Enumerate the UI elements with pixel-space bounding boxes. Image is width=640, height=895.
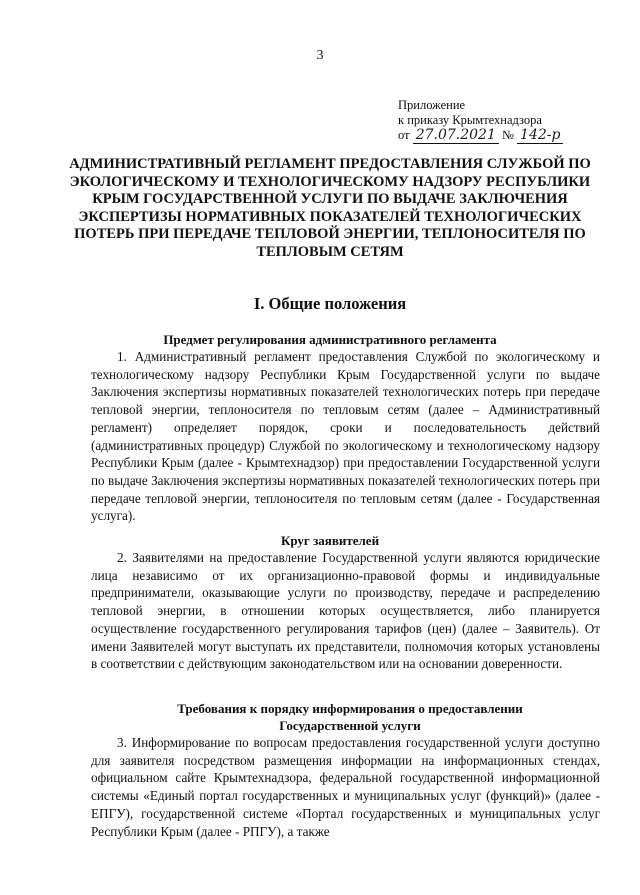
handwritten-order-number: 142-р	[517, 128, 563, 144]
handwritten-date: 27.07.2021	[413, 128, 499, 144]
appendix-block	[398, 98, 563, 144]
paragraph-2: 2. Заявителями на предоставление Государственной услуги являются юридические лица независимо от их организационно-правовой формы и индивидуальные предприниматели, оказывающие услуги по производству, передаче и распределению тепловой энергии, в отношении которых осуществляется, либо планируется осуществление государственного регулирования тарифов (цен) (далее – Заявитель). От имени Заявителей могут выступать их представители, полномочия которых установлены в соответствии с действующим законодательством или на основании доверенности.	[91, 550, 600, 672]
number-prefix: №	[501, 128, 514, 142]
paragraph-3: 3. Информирование по вопросам предоставления государственной услуги доступно для заявителя посредством размещения информации на информационных стендах, официальном сайте Крымтехнадзора, федеральной государственной информационной системы «Единый портал государственных и муниципальных услуг (функций)» (далее - ЕПГУ), государственной системе «Портал государственных и муниципальных услуг Республики Крым (далее - РПГУ), а также	[91, 735, 600, 839]
page-number: 3	[316, 48, 324, 63]
paragraph-1: 1. Административный регламент предоставления Службой по экологическому и технологическому надзору Республики Крым Государственной услуги по выдаче Заключения экспертизы нормативных показателей технологических потерь при передаче тепловой энергии, теплоносителя по тепловым сетям (далее – Административный регламент) определяет порядок, сроки и последовательность действий (административных процедур) Службой по экологическому и технологическому надзору Республики Крым (далее - Крымтехнадзор) при предоставлении Государственной услуги по выдаче Заключения экспертизы нормативных показателей технологических потерь при передаче тепловой энергии, теплоносителя по тепловым сетям (далее - Государственная услуга).	[91, 349, 600, 524]
date-prefix: от	[398, 128, 410, 142]
appendix-order-ref: к приказу Крымтехнадзора	[398, 113, 542, 127]
appendix-label: Приложение	[398, 98, 466, 112]
subsection-heading-subject: Предмет регулирования административного регламента	[163, 332, 497, 347]
subsection-heading-information: Требования к порядку информирования о предоставлении Государственной услуги	[177, 701, 523, 733]
subsection-heading-applicants: Круг заявителей	[280, 533, 380, 548]
document-title: АДМИНИСТРАТИВНЫЙ РЕГЛАМЕНТ ПРЕДОСТАВЛЕНИЯ СЛУЖБОЙ ПО ЭКОЛОГИЧЕСКОМУ И ТЕХНОЛОГИЧЕСКОМУ НАДЗОРУ РЕСПУБЛИКИ КРЫМ ГОСУДАРСТВЕННОЙ УСЛУГИ ПО ВЫДАЧЕ ЗАКЛЮЧЕНИЯ ЭКСПЕРТИЗЫ НОРМАТИВНЫХ ПОКАЗАТЕЛЕЙ ТЕХНОЛОГИЧЕСКИХ ПОТЕРЬ ПРИ ПЕРЕДАЧЕ ТЕПЛОВОЙ ЭНЕРГИИ, ТЕПЛОНОСИТЕЛЯ ПО ТЕПЛОВЫМ СЕТЯМ	[69, 156, 591, 260]
appendix-date-line	[398, 128, 563, 144]
section-heading: I. Общие положения	[253, 294, 407, 313]
